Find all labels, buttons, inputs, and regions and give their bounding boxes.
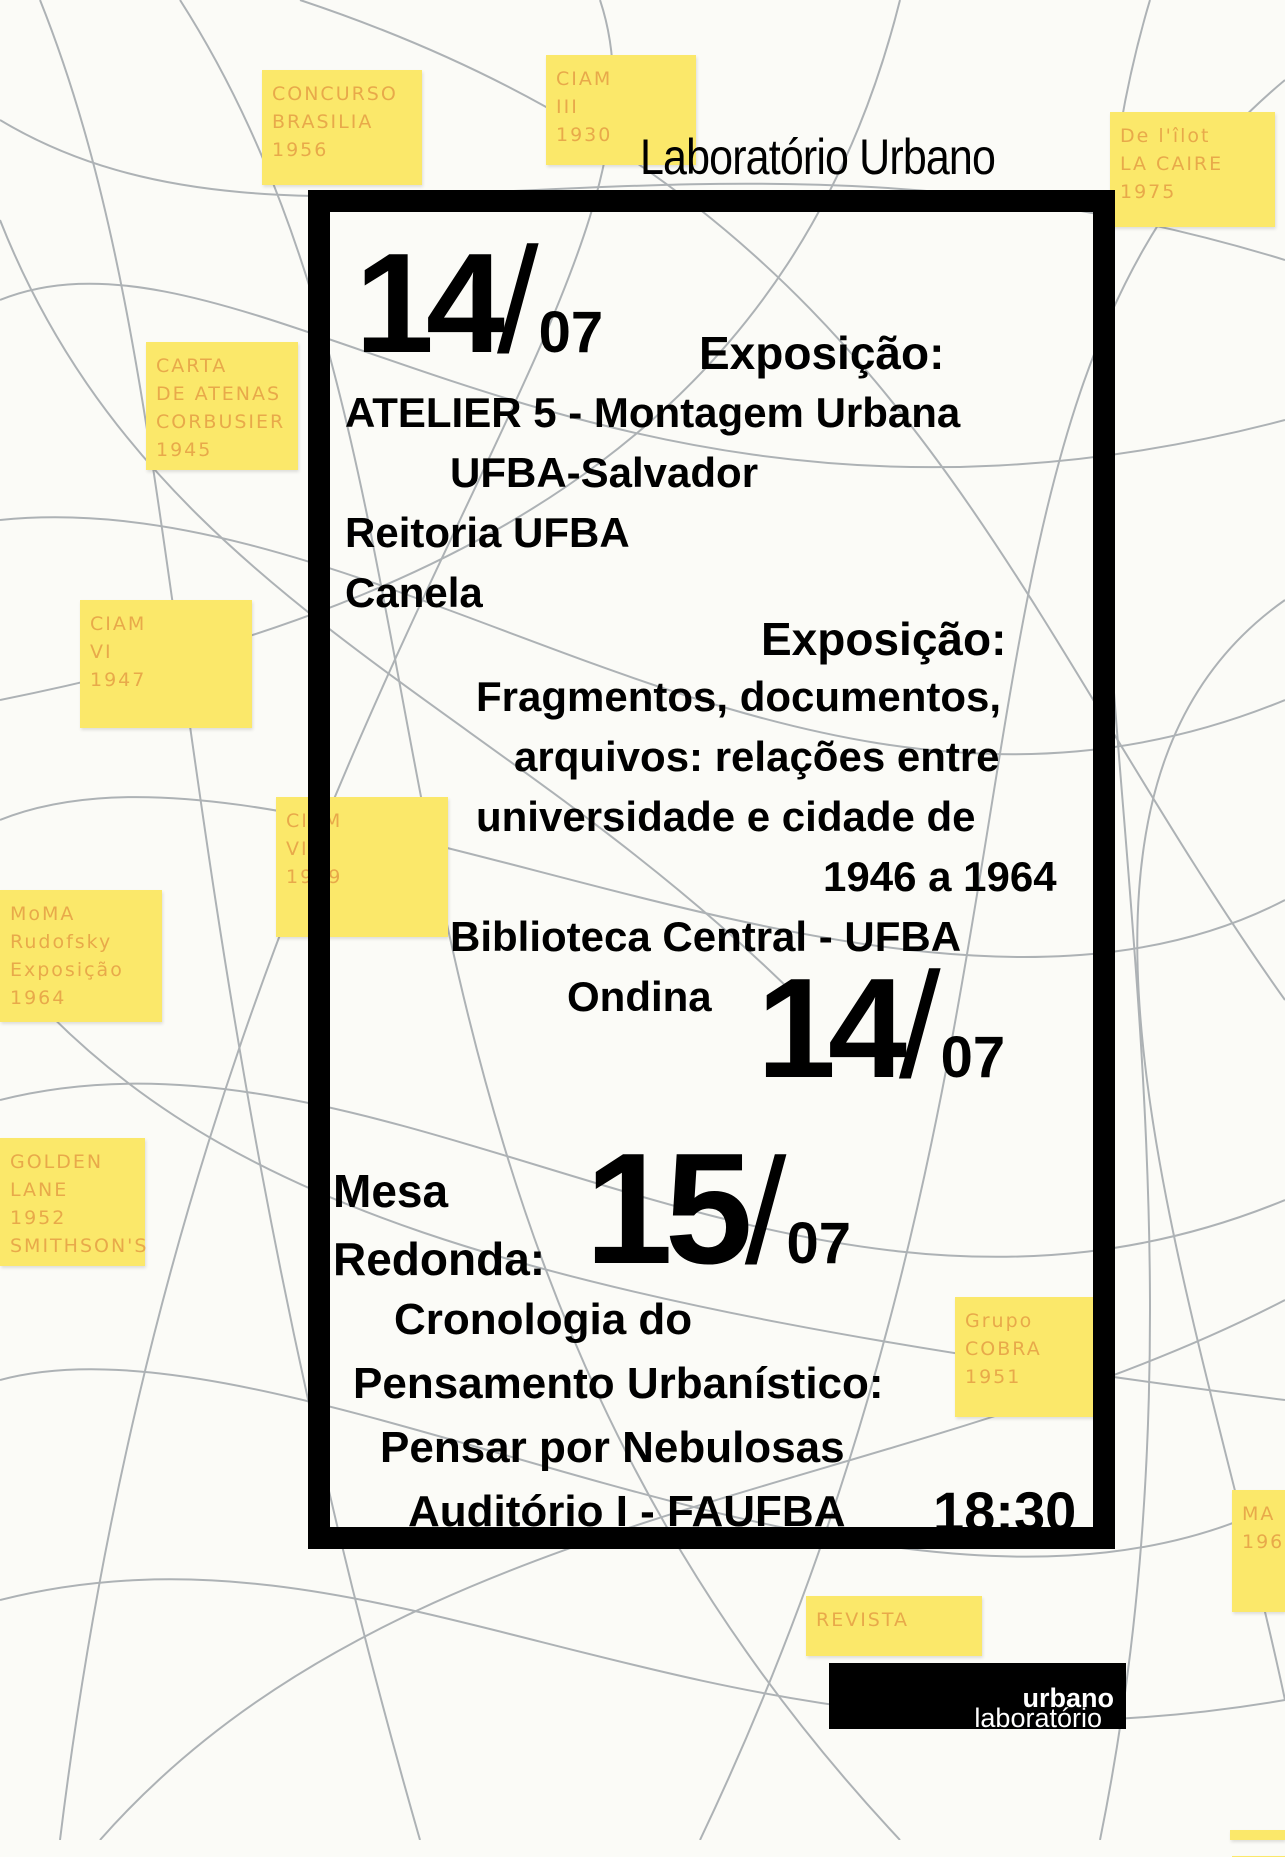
event2-slash: /	[898, 941, 941, 1109]
event2-line: arquivos: relações entre	[514, 733, 1000, 780]
event1-line: UFBA-Salvador	[450, 449, 759, 496]
event3-line: Pensar por Nebulosas	[380, 1423, 845, 1472]
logo-text-regular: laboratório	[974, 1703, 1102, 1733]
event2-line: 1946 a 1964	[823, 853, 1057, 900]
event1-slash: /	[496, 216, 539, 384]
logo-text-bold: urbano	[1022, 1683, 1114, 1713]
event2-date	[757, 941, 1006, 1109]
sticky-note: CIAM VI 1947	[80, 600, 252, 728]
sticky-note: MA 196	[1232, 1490, 1285, 1612]
event3-time: 18:30	[933, 1480, 1077, 1543]
sticky-note: De l'îlot LA CAIRE 1975	[1110, 112, 1275, 227]
event3-line: Auditório I - FAUFBA	[408, 1487, 846, 1536]
page-title: Laboratório Urbano	[640, 129, 996, 185]
event1-line: ATELIER 5 - Montagem Urbana	[345, 389, 961, 436]
sticky-note: REVISTA	[806, 1596, 982, 1656]
event2-line: universidade e cidade de	[476, 793, 976, 840]
sticky-note: CIAM VII 1949	[276, 797, 448, 937]
sticky-note: CARTA DE ATENAS CORBUSIER 1945	[146, 342, 298, 470]
event3-slash: /	[744, 1127, 787, 1295]
event2-day: 14	[757, 949, 899, 1108]
sticky-note: Grupo COBRA 1951	[955, 1297, 1105, 1417]
event3-line: Cronologia do	[394, 1295, 693, 1344]
event2-month: 07	[940, 1025, 1006, 1090]
sticky-note: CIAM III 1930	[546, 55, 696, 165]
event1-month: 07	[538, 300, 604, 365]
sticky-note: MoMA Rudofsky Exposição 1964	[0, 890, 162, 1022]
event1-line: Reitoria UFBA	[345, 509, 630, 556]
sticky-note	[1230, 1830, 1285, 1840]
event3-date	[585, 1121, 851, 1297]
event3-day: 15	[585, 1121, 745, 1297]
event2-line: Biblioteca Central - UFBA	[450, 913, 962, 960]
event3-line: Pensamento Urbanístico:	[353, 1359, 884, 1408]
sticky-note: CONCURSO BRASILIA 1956	[262, 70, 422, 185]
event3-label: Mesa	[333, 1165, 449, 1217]
event1-day: 14	[355, 224, 497, 383]
event1-line: Canela	[345, 569, 483, 616]
event1-date	[355, 216, 604, 384]
event1-label: Exposição:	[699, 327, 945, 379]
logo-text	[974, 1683, 1115, 1733]
sticky-note: GOLDEN LANE 1952 SMITHSON'S	[0, 1138, 145, 1266]
event3-label: Redonda:	[333, 1233, 546, 1285]
event2-line: Ondina	[567, 973, 712, 1020]
logo-badge	[829, 1663, 1126, 1733]
event2-line: Fragmentos, documentos,	[476, 673, 1002, 720]
event2-label: Exposição:	[761, 613, 1007, 665]
event3-month: 07	[786, 1211, 851, 1276]
